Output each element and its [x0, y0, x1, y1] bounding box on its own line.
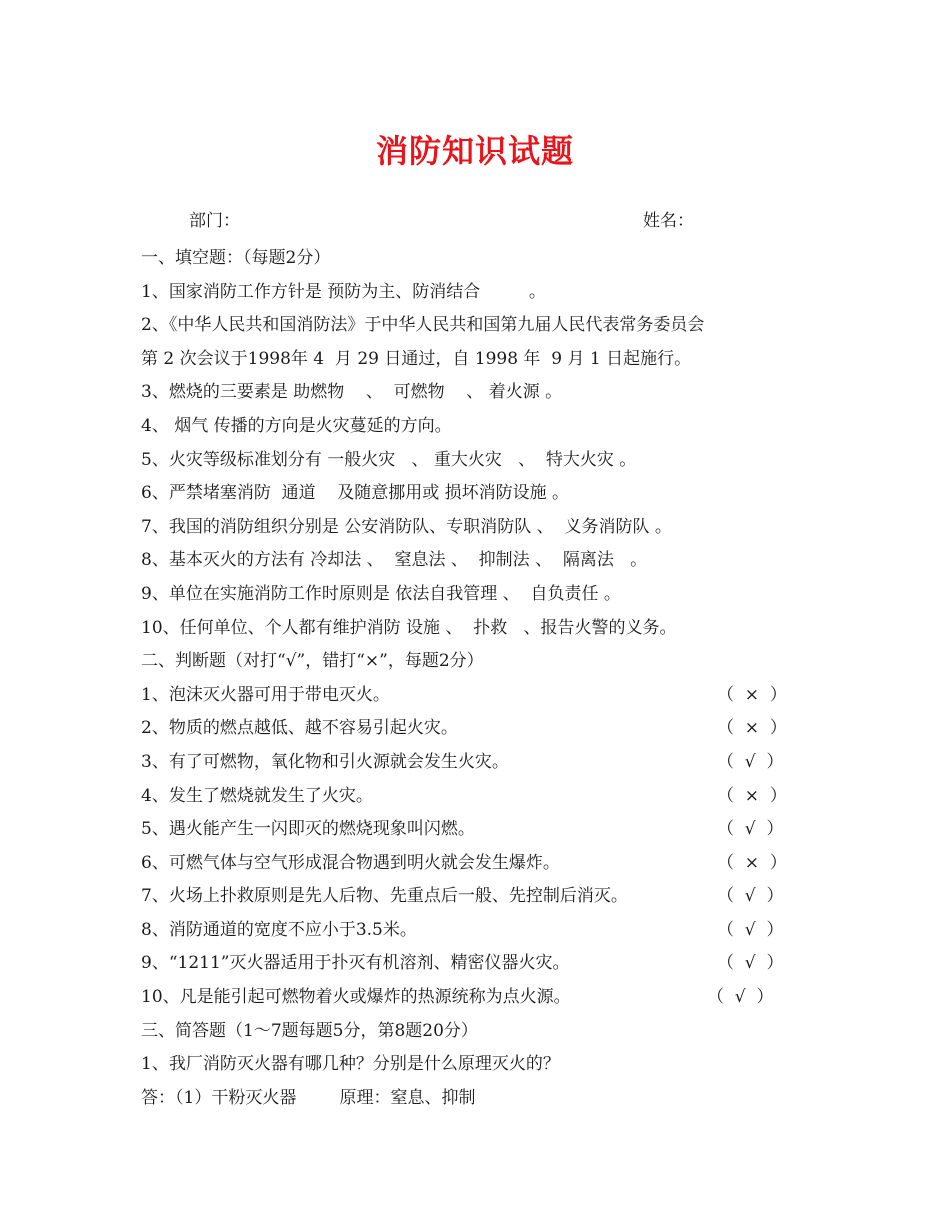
- answer-mark: （ × ）: [717, 718, 787, 739]
- answer-text: 隔离法: [562, 550, 614, 571]
- answer-text: 可燃物: [393, 382, 445, 403]
- question-tf-6: 6、可燃气体与空气形成混合物遇到明火就会发生爆炸。 （ × ）: [141, 848, 841, 882]
- question-tf-1: 1、泡沫灭火器可用于带电灭火。 （ × ）: [141, 680, 841, 714]
- question-tf-3: 3、有了可燃物，氧化物和引火源就会发生火灾。 （ √ ）: [141, 747, 841, 781]
- answer-text: 助燃物: [293, 382, 345, 403]
- answer-text: 专职消防队: [446, 516, 532, 537]
- answer-mark: （ × ）: [717, 785, 787, 806]
- answer-text: 通道: [281, 483, 316, 504]
- answer-text: 窒息法: [394, 550, 446, 571]
- name-label: 姓名：: [643, 211, 694, 231]
- answer-mark: （ × ）: [717, 852, 787, 873]
- answer-text: 着火源: [488, 382, 540, 403]
- section-heading-short-answer: 三、简答题（1～7题每题5分，第8题20分）: [141, 1020, 478, 1041]
- question-fill-6: 6、严禁堵塞消防 通道 及随意挪用或 损坏消防设施 。: [141, 483, 570, 504]
- question-fill-4: 4、 烟气 传播的方向是火灾蔓延的方向。: [141, 415, 452, 436]
- question-fill-8: 8、基本灭火的方法有 冷却法 、 窒息法 、 抑制法 、 隔离法 。: [141, 550, 648, 571]
- question-short-1: 1、我厂消防灭火器有哪几种？分别是什么原理灭火的？: [141, 1054, 560, 1075]
- answer-mark: （ √ ）: [717, 751, 784, 772]
- answer-mark: （ √ ）: [717, 886, 784, 907]
- question-fill-1: 1、国家消防工作方针是 预防为主、防消结合 。: [141, 281, 546, 302]
- answer-text: 依法自我管理: [395, 583, 498, 604]
- question-tf-4: 4、发生了燃烧就发生了火灾。 （ × ）: [141, 781, 841, 815]
- page-title: 消防知识试题: [375, 132, 574, 170]
- section-heading-fill-blank: 一、填空题：（每题2分）: [141, 248, 331, 268]
- answer-text: 抑制法: [478, 550, 530, 571]
- answer-mark: （ √ ）: [717, 953, 784, 974]
- answer-text: 预防为主、防消结合: [327, 281, 481, 302]
- exam-body: [141, 243, 841, 1116]
- answer-mark: （ √ ）: [717, 819, 784, 840]
- question-fill-10: 10、任何单位、个人都有维护消防 设施 、 扑救 、报告火警的义务。: [141, 617, 677, 638]
- answer-text: 义务消防队: [564, 516, 650, 537]
- answer-mark: （ × ）: [717, 684, 787, 705]
- question-fill-9: 9、单位在实施消防工作时原则是 依法自我管理 、 自负责任 。: [141, 583, 621, 604]
- answer-text: 一般火灾: [327, 449, 396, 470]
- question-fill-2-line-2: 第 2 次会议于1998年 4 月 29 日通过，自 1998 年 9 月 1 日起施行。: [141, 348, 692, 369]
- answer-short-1: 答：（1）干粉灭火器 原理：窒息、抑制: [141, 1087, 476, 1108]
- answer-text: 设施: [406, 617, 441, 638]
- question-tf-5: 5、遇火能产生一闪即灭的燃烧现象叫闪燃。 （ √ ）: [141, 814, 841, 848]
- answer-text: 扑救: [473, 617, 508, 638]
- department-label: 部门：: [189, 211, 240, 231]
- answer-mark: （ √ ）: [707, 987, 774, 1008]
- question-tf-9: 9、“1211”灭火器适用于扑灭有机溶剂、精密仪器火灾。 （ √ ）: [141, 948, 841, 982]
- question-fill-2-line-1: 2、《中华人民共和国消防法》于中华人民共和国第九届人民代表常务委员会: [141, 315, 705, 336]
- answer-text: 重大火灾: [433, 449, 502, 470]
- question-tf-8: 8、消防通道的宽度不应小于3.5米。 （ √ ）: [141, 915, 841, 949]
- answer-mark: （ √ ）: [717, 919, 784, 940]
- answer-text: 报告火警: [540, 617, 609, 638]
- question-fill-3: 3、燃烧的三要素是 助燃物 、 可燃物 、 着火源 。: [141, 382, 563, 403]
- answer-text: 自负责任: [530, 583, 599, 604]
- question-tf-10: 10、凡是能引起可燃物着火或爆炸的热源统称为点火源。 （ √ ）: [141, 982, 841, 1016]
- question-tf-7: 7、火场上扑救原则是先人后物、先重点后一般、先控制后消灭。 （ √ ）: [141, 881, 841, 915]
- question-fill-7: 7、我国的消防组织分别是 公安消防队、专职消防队 、 义务消防队 。: [141, 516, 672, 537]
- question-fill-5: 5、火灾等级标准划分有 一般火灾 、 重大火灾 、 特大火灾 。: [141, 449, 637, 470]
- question-tf-2: 2、物质的燃点越低、越不容易引起火灾。 （ × ）: [141, 713, 841, 747]
- answer-text: 特大火灾: [545, 449, 614, 470]
- answer-text: 公安消防队: [344, 516, 430, 537]
- section-heading-true-false: 二、判断题（对打“√”，错打“×”，每题2分）: [141, 651, 484, 672]
- answer-text: 损坏消防设施: [444, 483, 547, 504]
- answer-text: 烟气: [174, 415, 209, 436]
- answer-text: 冷却法: [310, 550, 362, 571]
